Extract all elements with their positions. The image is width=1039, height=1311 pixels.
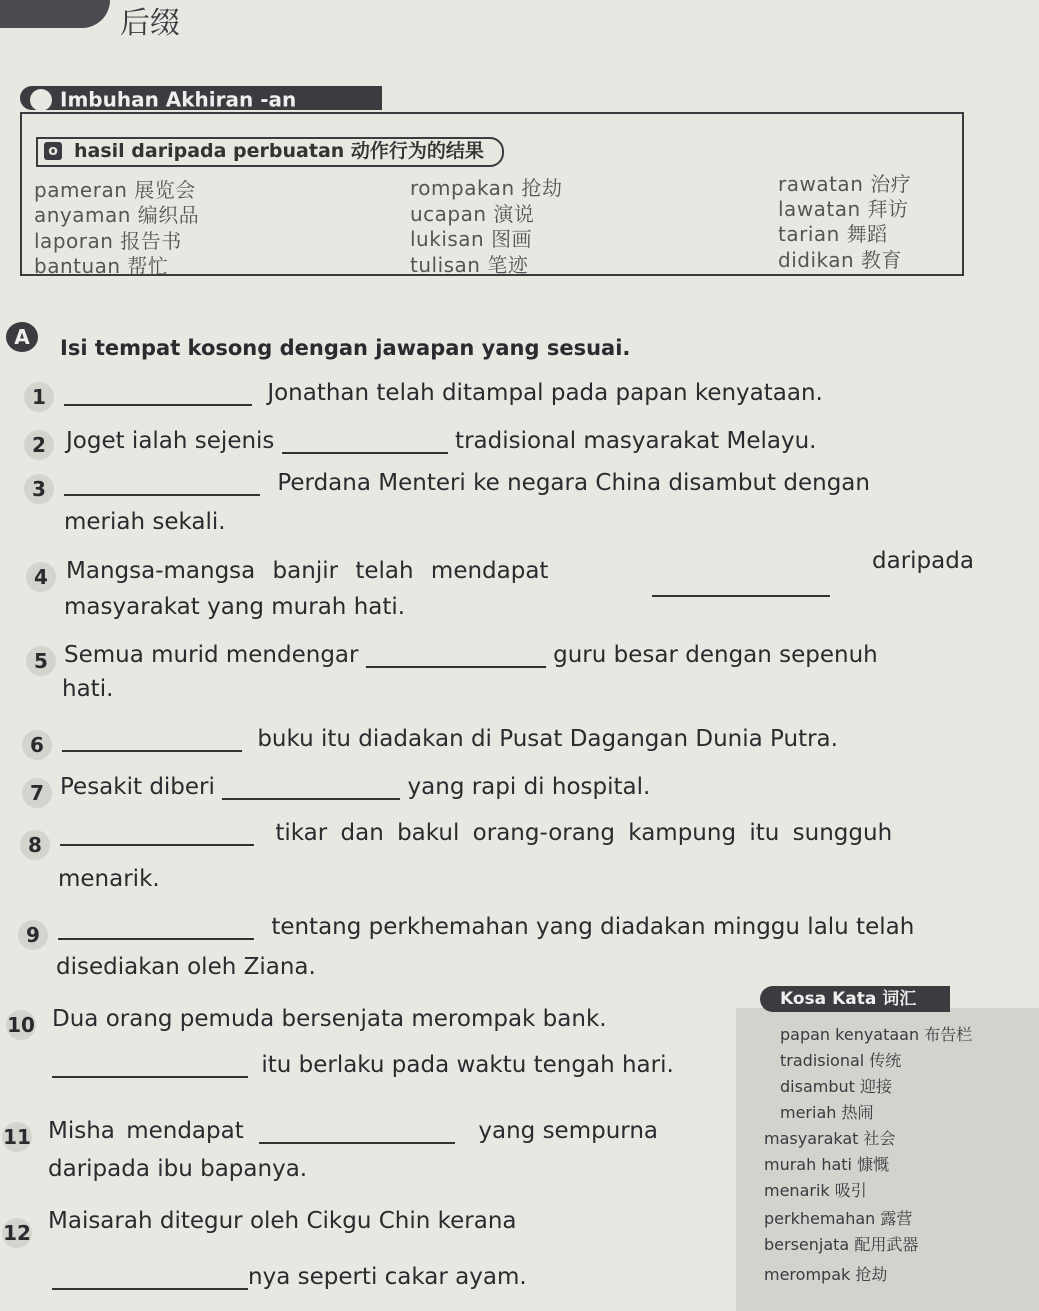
- question-10-continued: itu berlaku pada waktu tengah hari.: [52, 1052, 674, 1078]
- vocab-word: tulisan 笔迹: [410, 253, 529, 277]
- answer-blank[interactable]: [652, 578, 830, 597]
- kosa-kata-item: papan kenyataan 布告栏: [780, 1025, 973, 1044]
- question-12-continued: nya seperti cakar ayam.: [52, 1264, 527, 1290]
- section-dot-icon: [30, 89, 52, 111]
- question-3-continued: meriah sekali.: [64, 509, 226, 535]
- question-8: tikar dan bakul orang-orang kampung itu sungguh: [60, 820, 892, 846]
- answer-blank[interactable]: [52, 1287, 248, 1290]
- kosa-kata-item: meriah 热闹: [780, 1103, 874, 1122]
- question-3: Perdana Menteri ke negara China disambut dengan: [64, 470, 870, 496]
- answer-blank[interactable]: [366, 665, 546, 668]
- question-9: tentang perkhemahan yang diadakan minggu lalu telah: [58, 914, 914, 940]
- section-title-tab: [20, 86, 382, 110]
- question-number: 12: [2, 1218, 32, 1248]
- question-number: 1: [24, 382, 54, 412]
- vocab-word: lawatan 拜访: [778, 197, 909, 221]
- vocabulary-label: [36, 137, 504, 167]
- answer-blank[interactable]: [58, 937, 254, 940]
- kosa-kata-item: murah hati 慷慨: [764, 1155, 890, 1174]
- vocab-word: tarian 舞蹈: [778, 222, 888, 246]
- question-12: Maisarah ditegur oleh Cikgu Chin kerana: [48, 1208, 517, 1234]
- question-7: Pesakit diberi yang rapi di hospital.: [60, 774, 651, 800]
- vocab-word: laporan 报告书: [34, 229, 182, 253]
- question-number: 3: [24, 474, 54, 504]
- vocab-word: lukisan 图画: [410, 227, 533, 251]
- question-4-suffix: daripada: [872, 548, 974, 574]
- question-number: 6: [22, 730, 52, 760]
- kosa-kata-item: perkhemahan 露营: [764, 1209, 913, 1228]
- kosa-kata-item: masyarakat 社会: [764, 1129, 896, 1148]
- vocab-word: pameran 展览会: [34, 178, 196, 202]
- question-11: Misha mendapat yang sempurna: [48, 1118, 659, 1144]
- answer-blank[interactable]: [222, 797, 400, 800]
- answer-blank[interactable]: [259, 1141, 455, 1144]
- answer-blank[interactable]: [64, 403, 252, 406]
- question-4-continued: masyarakat yang murah hati.: [64, 594, 406, 620]
- question-1: Jonathan telah ditampal pada papan kenyataan.: [64, 380, 823, 406]
- vocab-word: ucapan 演说: [410, 202, 535, 226]
- kosa-kata-item: tradisional 传统: [780, 1051, 902, 1070]
- answer-blank[interactable]: [64, 493, 260, 496]
- question-number: 2: [24, 430, 54, 460]
- question-number: 4: [26, 562, 56, 592]
- question-number: 10: [6, 1010, 36, 1040]
- vocabulary-label-text: hasil daripada perbuatan 动作行为的结果: [74, 140, 484, 162]
- section-title: Imbuhan Akhiran -an: [60, 87, 297, 112]
- question-number: 8: [20, 830, 50, 860]
- question-number: 11: [2, 1122, 32, 1152]
- question-5-continued: hati.: [62, 676, 114, 702]
- answer-blank[interactable]: [282, 451, 448, 454]
- answer-blank[interactable]: [62, 749, 242, 752]
- question-5: Semua murid mendengar guru besar dengan sepenuh: [64, 642, 878, 668]
- exercise-instruction: Isi tempat kosong dengan jawapan yang sesuai.: [60, 336, 631, 360]
- kosa-kata-item: disambut 迎接: [780, 1077, 892, 1096]
- answer-blank[interactable]: [52, 1075, 248, 1078]
- vocab-word: rawatan 治疗: [778, 172, 912, 196]
- question-6: buku itu diadakan di Pusat Dagangan Dunia Putra.: [62, 726, 838, 752]
- question-4: Mangsa-mangsa banjir telah mendapat: [66, 558, 549, 584]
- exercise-badge: A: [6, 322, 38, 352]
- answer-blank[interactable]: [60, 843, 254, 846]
- header-decoration: [0, 0, 110, 28]
- kosa-kata-title: Kosa Kata 词汇: [760, 986, 950, 1012]
- kosa-kata-item: menarik 吸引: [764, 1181, 867, 1200]
- kosa-kata-item: merompak 抢劫: [764, 1265, 888, 1284]
- vocab-word: rompakan 抢劫: [410, 176, 563, 200]
- question-number: 7: [22, 778, 52, 808]
- question-8-continued: menarik.: [58, 866, 160, 892]
- vocab-word: anyaman 编织品: [34, 203, 200, 227]
- question-11-continued: daripada ibu bapanya.: [48, 1156, 308, 1182]
- vocab-word: didikan 教育: [778, 248, 903, 272]
- kosa-kata-item: bersenjata 配用武器: [764, 1235, 919, 1254]
- question-10: Dua orang pemuda bersenjata merompak bank.: [52, 1006, 607, 1032]
- page-title: 后缀: [120, 6, 180, 41]
- question-number: 5: [26, 646, 56, 676]
- question-2: Joget ialah sejenis tradisional masyarakat Melayu.: [66, 428, 817, 454]
- vocab-word: bantuan 帮忙: [34, 254, 169, 278]
- question-number: 9: [18, 920, 48, 950]
- question-9-continued: disediakan oleh Ziana.: [56, 954, 316, 980]
- bullet-icon: o: [44, 142, 62, 160]
